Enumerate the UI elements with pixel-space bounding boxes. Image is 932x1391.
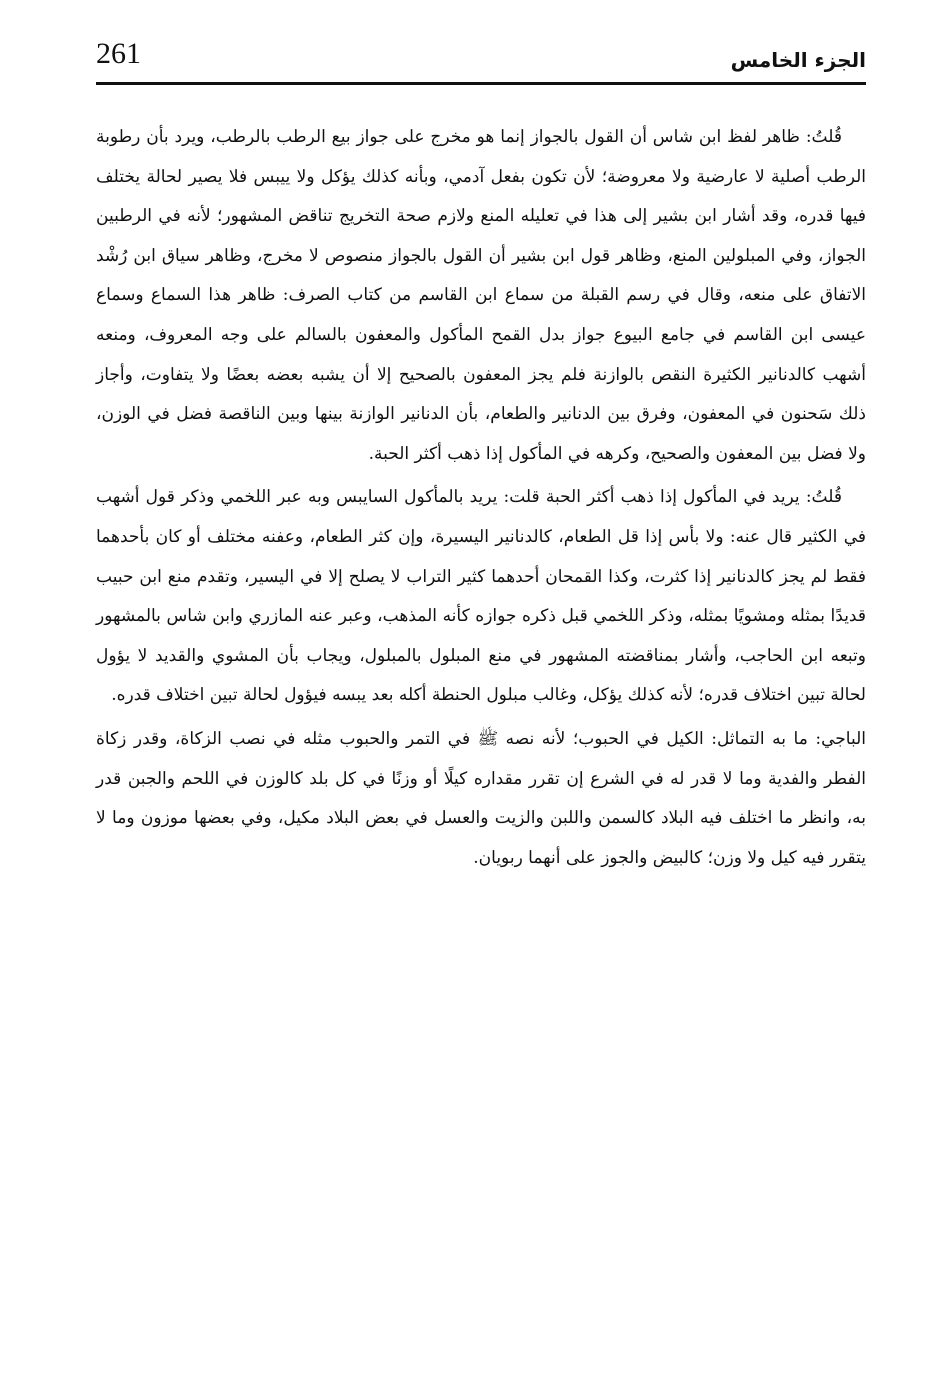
- running-title: الجزء الخامس: [730, 48, 866, 72]
- paragraph-2: قُلتُ: يريد في المأكول إذا ذهب أكثر الحبة قلت: يريد بالمأكول السايبس وبه عبر اللخمي وذكر قول أشهب في الكثير قال عنه: ولا بأس إذا قل الطعام، كالدنانير اليسيرة، وإن كثر الطعام، وعفنه مختلف أو كان بأحدهما فقط لم يجز كالدنانير إذا كثرت، وكذا القمحان أحدهما كثير التراب لا يصلح إلا في اليسير، وتقدم منع ابن حبيب قديدًا بمثله ومشويًا بمثله، وذكر اللخمي قبل ذكره جوازه كأنه المذهب، وعبر عنه المازري وابن شاس بالمشهور وتبعه ابن الحاجب، وأشار بمناقضته المشهور في منع المبلول بالمبلول، ويجاب بأن المشوي والقديد لا يؤول لحالة تبين اختلاف قدره؛ لأنه كذلك يؤكل، وغالب مبلول الحنطة أكله بعد يبسه فيؤول لحالة تبين اختلاف قدره.: [96, 487, 866, 706]
- header-rule: [96, 82, 866, 85]
- page-header: [96, 34, 866, 82]
- page-number: 261: [96, 37, 141, 70]
- paragraph-1: قُلتُ: ظاهر لفظ ابن شاس أن القول بالجواز إنما هو مخرج على جواز بيع الرطب بالرطب، ويرد بأن رطوبة الرطب أصلية لا عارضية ولا معروضة؛ لأن تكون بفعل آدمي، وبأنه كذلك يؤكل ولا ييبس فلا يصير لحالة يختلف فيها قدره، وقد أشار ابن بشير إلى هذا في تعليله المنع ولازم صحة التخريج تناقض المشهور؛ لأنه في الرطبين الجواز، وفي المبلولين المنع، وظاهر قول ابن بشير أن القول بالجواز منصوص لا مخرج، وظاهر سياق ابن رُشْد الاتفاق على منعه، وقال في رسم القبلة من سماع ابن القاسم من كتاب الصرف: ظاهر هذا السماع وسماع عيسى ابن القاسم في جامع البيوع جواز بدل القمح المأكول والمعفون بالسالم على وجه المعروف، ومنعه أشهب كالدنانير الكثيرة النقص بالوازنة فلم يجز المعفون بالصحيح إلا أن يشبه بعضه بعضًا ولا يتفاوت، وأجاز ذلك سَحنون في المعفون، وفرق بين الدنانير والطعام، بأن الدنانير الوازنة بينها وبين الناقصة فضل في الوزن، ولا فضل بين المعفون والصحيح، وكرهه في المأكول إذا ذهب أكثر الحبة.: [96, 127, 866, 464]
- body-text: [96, 118, 866, 882]
- paragraph-3: الباجي: ما به التماثل: الكيل في الحبوب؛ لأنه نصه ﷺ في التمر والحبوب مثله في نصب الزكاة، وقدر زكاة الفطر والفدية وما لا قدر له في الشرع إن تقرر مقداره كيلًا أو وزنًا في كل بلد كالوزن في اللحم والجبن قدر به، وانظر ما اختلف فيه البلاد كالسمن واللبن والزيت والعسل في بعض البلاد مكيل، وفي بعضها موزون وما لا يتقرر فيه كيل ولا وزن؛ كالبيض والجوز على أنهما ربويان.: [96, 728, 866, 868]
